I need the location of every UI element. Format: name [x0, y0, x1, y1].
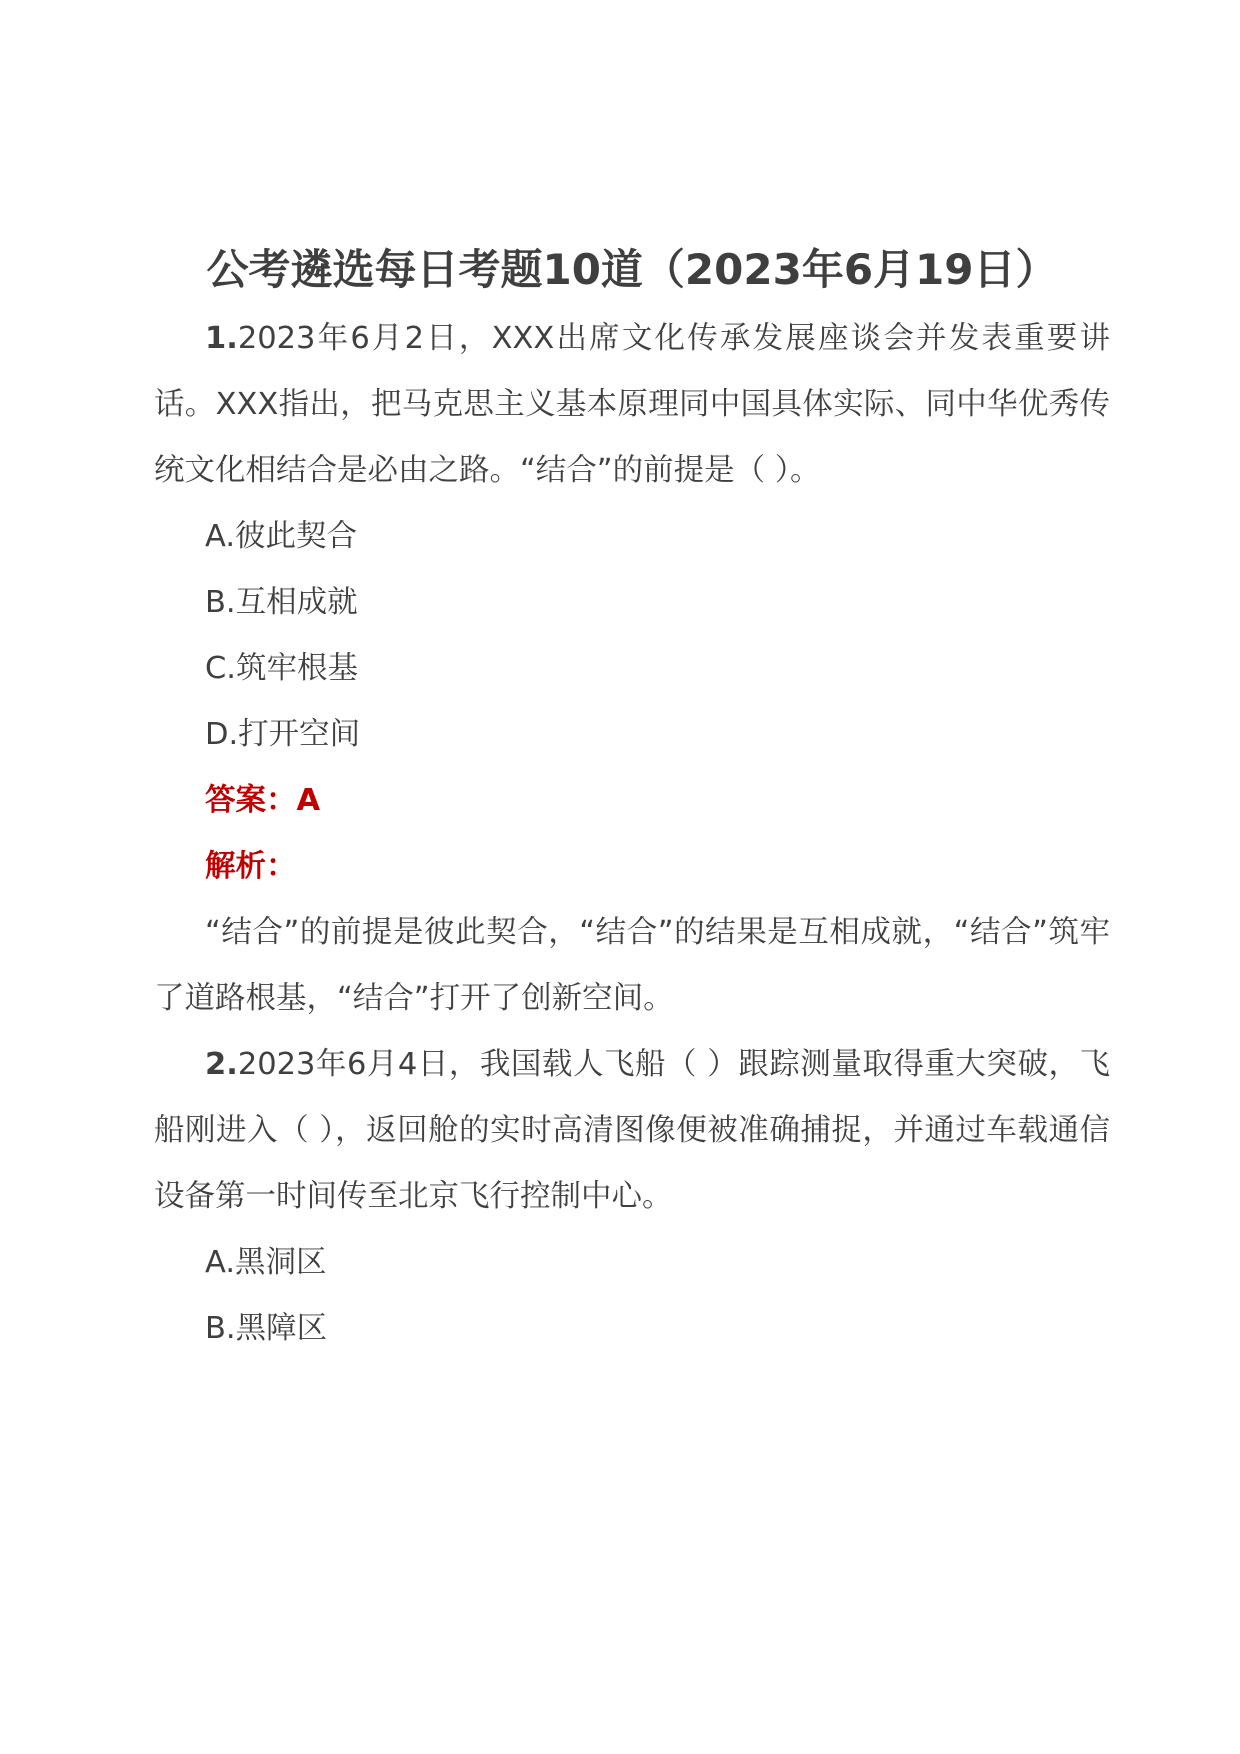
document-page — [154, 238, 1110, 1362]
option-a: A.彼此契合 — [205, 519, 358, 554]
option-a: A.黑洞区 — [205, 1245, 327, 1280]
question-text: 2023年6月4日，我国载人飞船（ ）跟踪测量取得重大突破，飞船刚进入（ ），返回舱的实时高清图像便被准确捕捉，并通过车载通信设备第一时间传至北京飞行控制中心。 — [154, 1047, 1110, 1214]
analysis-label: 解析： — [205, 849, 297, 884]
question-1 — [154, 306, 1110, 1032]
question-2 — [154, 1032, 1110, 1362]
option-b: B.黑障区 — [205, 1311, 328, 1346]
question-stem — [154, 306, 1110, 504]
question-stem — [154, 1032, 1110, 1230]
option-b: B.互相成就 — [205, 585, 358, 620]
option-d: D.打开空间 — [205, 717, 361, 752]
question-number: 2. — [205, 1047, 238, 1082]
answer-line: 答案：A — [205, 783, 321, 818]
document-title: 公考遴选每日考题10道（2023年6月19日） — [206, 245, 1058, 294]
question-text: 2023年6月2日，XXX出席文化传承发展座谈会并发表重要讲话。XXX指出，把马克思主义基本原理同中国具体实际、同中华优秀传统文化相结合是必由之路。“结合”的前提是（ ）。 — [154, 321, 1110, 488]
analysis-text: “结合”的前提是彼此契合，“结合”的结果是互相成就，“结合”筑牢了道路根基，“结合”打开了创新空间。 — [154, 915, 1110, 1016]
question-number: 1. — [205, 321, 238, 356]
option-c: C.筑牢根基 — [205, 651, 358, 686]
